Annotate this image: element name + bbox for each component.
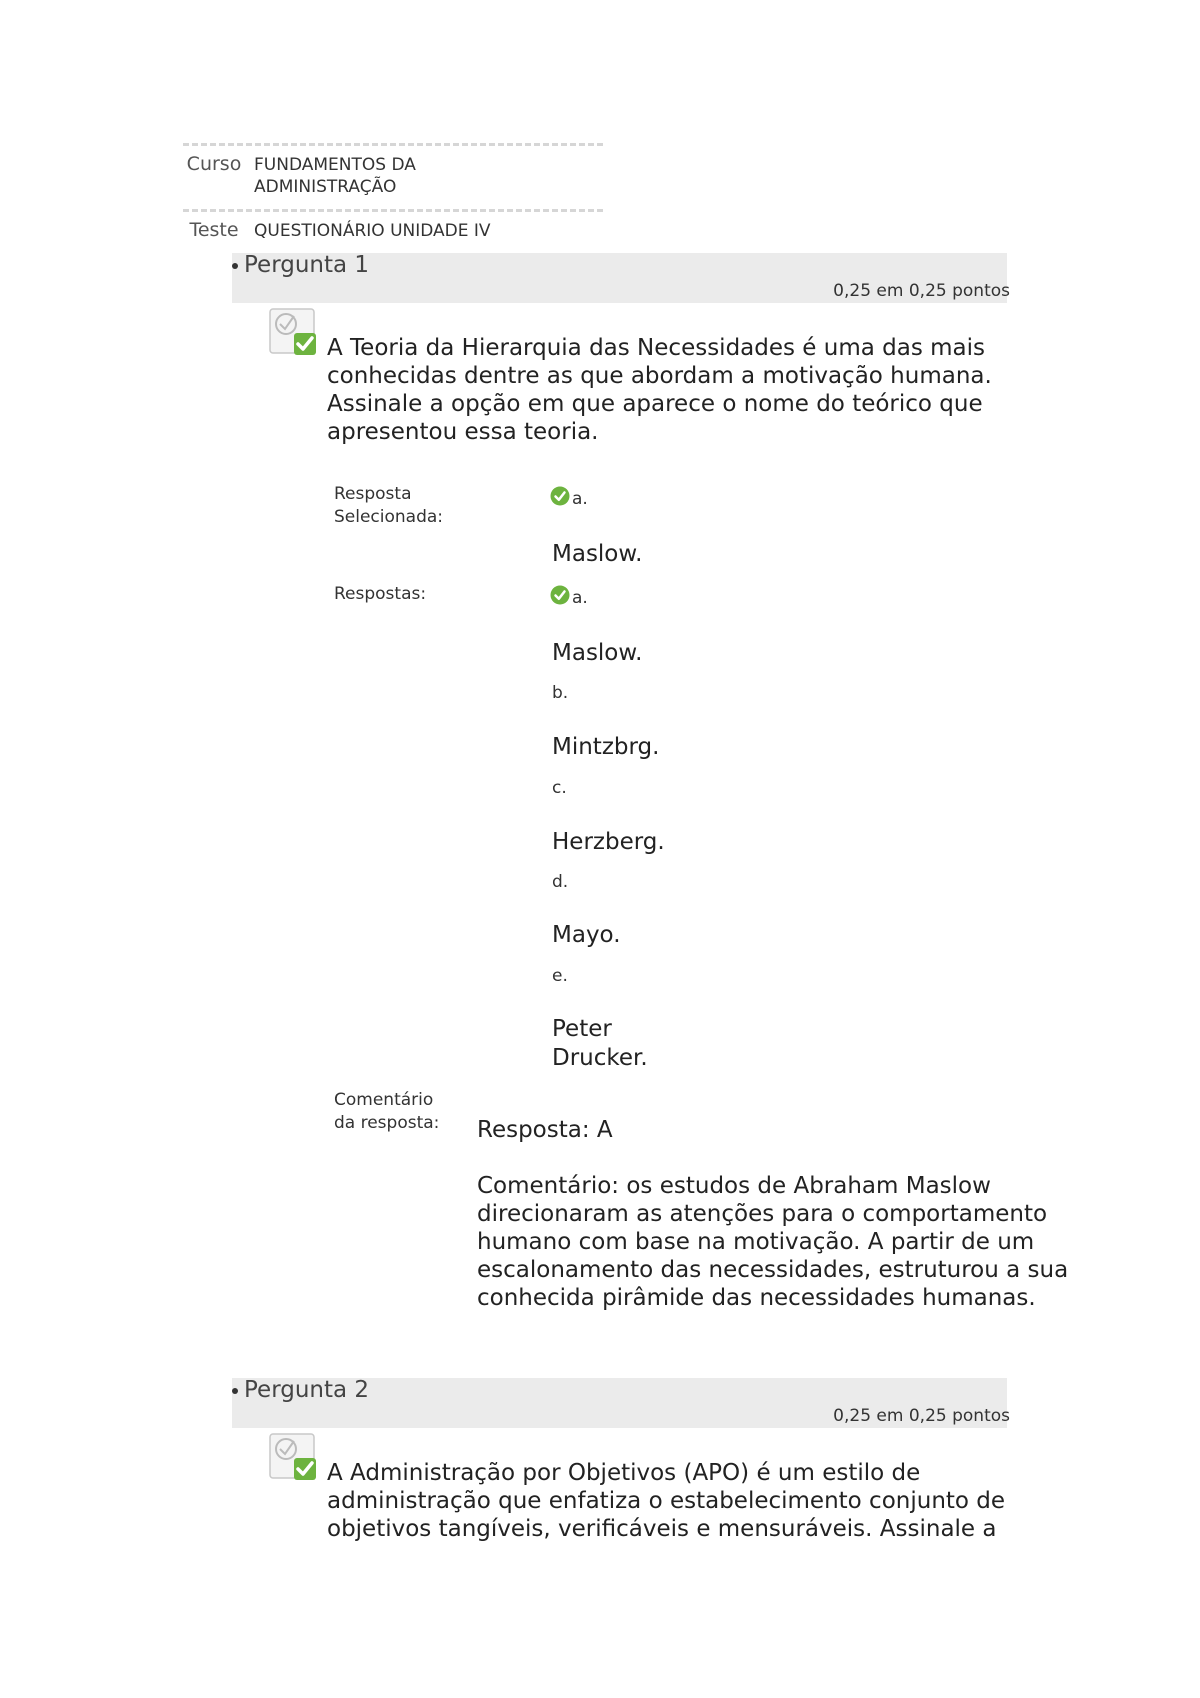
correct-check-icon — [550, 585, 570, 605]
answer-option-text: Mayo. — [552, 922, 621, 948]
question-title: Pergunta 1 — [244, 252, 370, 278]
answer-option-letter: b. — [552, 683, 569, 703]
answer-option-letter: a. — [572, 588, 588, 608]
comment-answer: Resposta: A — [477, 1117, 613, 1143]
answer-comment-label: Comentário da resposta: — [334, 1090, 440, 1133]
test-value: QUESTIONÁRIO UNIDADE IV — [254, 221, 491, 241]
selected-answer-label: Resposta Selecionada: — [334, 484, 444, 527]
question-title: Pergunta 2 — [244, 1377, 370, 1403]
bullet — [232, 1388, 238, 1394]
answer-option-letter: c. — [552, 778, 567, 798]
answer-option-letter: d. — [552, 872, 569, 892]
answer-option-letter: e. — [552, 966, 568, 986]
answer-option-text: Mintzbrg. — [552, 734, 660, 760]
bullet — [232, 263, 238, 269]
answer-option-text: Peter Drucker. — [552, 1016, 648, 1071]
question-text: A Administração por Objetivos (APO) é um estilo de administração que enfatiza o estabelecimento conjunto de objetivos tangíveis, verificáveis e mensuráveis. Assinale a — [327, 1460, 1006, 1542]
comment-text: Comentário: os estudos de Abraham Maslow direcionaram as atenções para o comportamento humano com base na motivação. A partir de um escalonamento das necessidades, estruturou a sua conhecida pirâmide das necessidades humanas. — [477, 1173, 1069, 1311]
answer-option-text: Herzberg. — [552, 829, 665, 855]
answer-option-text: Maslow. — [552, 640, 643, 666]
test-label: Teste — [189, 219, 239, 241]
question-points: 0,25 em 0,25 pontos — [833, 1406, 1010, 1426]
correct-question-icon — [268, 1432, 318, 1482]
correct-question-icon — [268, 307, 318, 357]
selected-answer-text: Maslow. — [552, 541, 643, 567]
selected-answer-letter: a. — [572, 489, 588, 509]
course-label: Curso — [186, 153, 242, 175]
answers-label: Respostas: — [334, 584, 427, 604]
header-divider — [183, 209, 603, 212]
question-points: 0,25 em 0,25 pontos — [833, 281, 1010, 301]
correct-check-icon — [550, 486, 570, 506]
header-divider — [183, 143, 603, 146]
course-value: FUNDAMENTOS DA ADMINISTRAÇÃO — [254, 155, 416, 197]
question-text: A Teoria da Hierarquia das Necessidades é uma das mais conhecidas dentre as que abordam a motivação humana. Assinale a opção em que aparece o nome do teórico que apresentou essa teoria. — [327, 335, 992, 445]
